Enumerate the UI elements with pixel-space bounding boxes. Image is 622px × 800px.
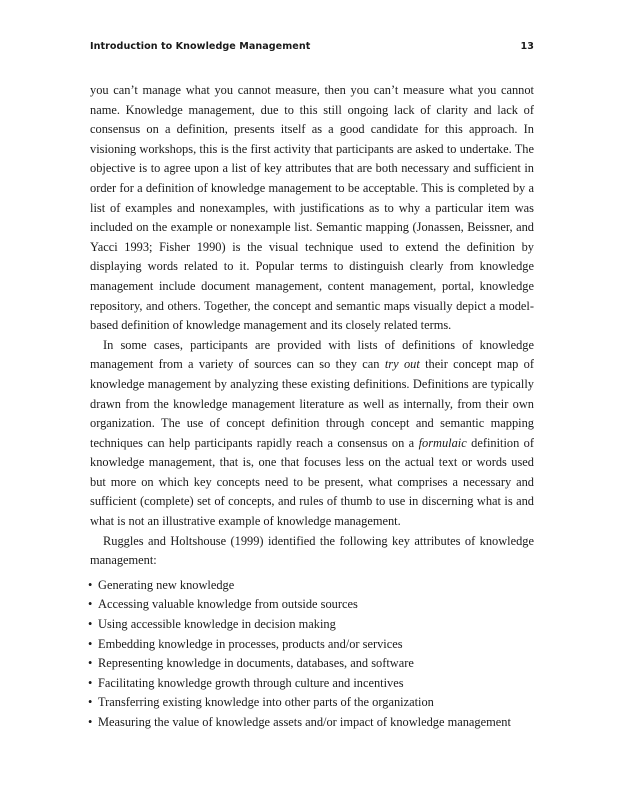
emphasis-formulaic: formulaic xyxy=(418,435,467,450)
emphasis-try-out: try out xyxy=(384,357,420,372)
list-item: • Embedding knowledge in processes, products and/or services xyxy=(90,635,534,655)
paragraph-definitions-part3: definition of knowledge management, that is, one that focuses less on the actual text or words used but more on which key concepts need to be present, what comprises a necessary and sufficient (complete) set of concepts, and rules of thumb to use in discerning what is and what is not an illustrative example of knowledge management. xyxy=(90,435,534,529)
page-number: 13 xyxy=(520,41,534,52)
key-attributes-list xyxy=(90,576,534,733)
running-header xyxy=(90,41,534,52)
paragraph-definitions-part2: their concept map of knowledge management by analyzing these existing definitions. Definitions are typically drawn from the knowledge management literature as well as internally, from their own organization. The use of concept definition through concept and semantic mapping techniques can help participants rapidly reach a consensus on a xyxy=(90,357,534,450)
list-item: • Using accessible knowledge in decision making xyxy=(90,615,534,635)
paragraph-ruggles: Ruggles and Holtshouse (1999) identified the following key attributes of knowledge management: xyxy=(90,533,534,568)
paragraph-measure-name: you can’t manage what you cannot measure, then you can’t measure what you cannot name. Knowledge management, due to this still ongoing lack of clarity and lack of consensus on a definition, presents itself as a good candidate for this approach. In visioning workshops, this is the first activity that participants are asked to undertake. The objective is to agree upon a list of key attributes that are both necessary and sufficient in order for a definition of knowledge management to be acceptable. This is completed by a list of examples and nonexamples, with justifications as to why a particular item was included on the example or nonexample list. Semantic mapping (Jonassen, Beissner, and Yacci 1993; Fisher 1990) is the visual technique used to extend the definition by displaying words related to it. Popular terms to distinguish clearly from knowledge management include document management, content management, portal, knowledge repository, and others. Together, the concept and semantic maps visually depict a model-based definition of knowledge management and its closely related terms. xyxy=(90,83,534,333)
running-header-title: Introduction to Knowledge Management xyxy=(90,41,311,52)
list-item: • Accessing valuable knowledge from outside sources xyxy=(90,595,534,615)
list-item: • Generating new knowledge xyxy=(90,576,534,596)
paragraph-definitions xyxy=(90,336,534,532)
paragraph-definitions-part1: In some cases, participants are provided with lists of definitions of knowledge management from a variety of sources can so they can xyxy=(90,337,534,372)
list-item: • Measuring the value of knowledge assets and/or impact of knowledge management xyxy=(90,713,534,733)
list-item: • Facilitating knowledge growth through culture and incentives xyxy=(90,674,534,694)
body-text xyxy=(90,81,534,733)
list-item: • Transferring existing knowledge into other parts of the organization xyxy=(90,693,534,713)
list-item: • Representing knowledge in documents, databases, and software xyxy=(90,654,534,674)
